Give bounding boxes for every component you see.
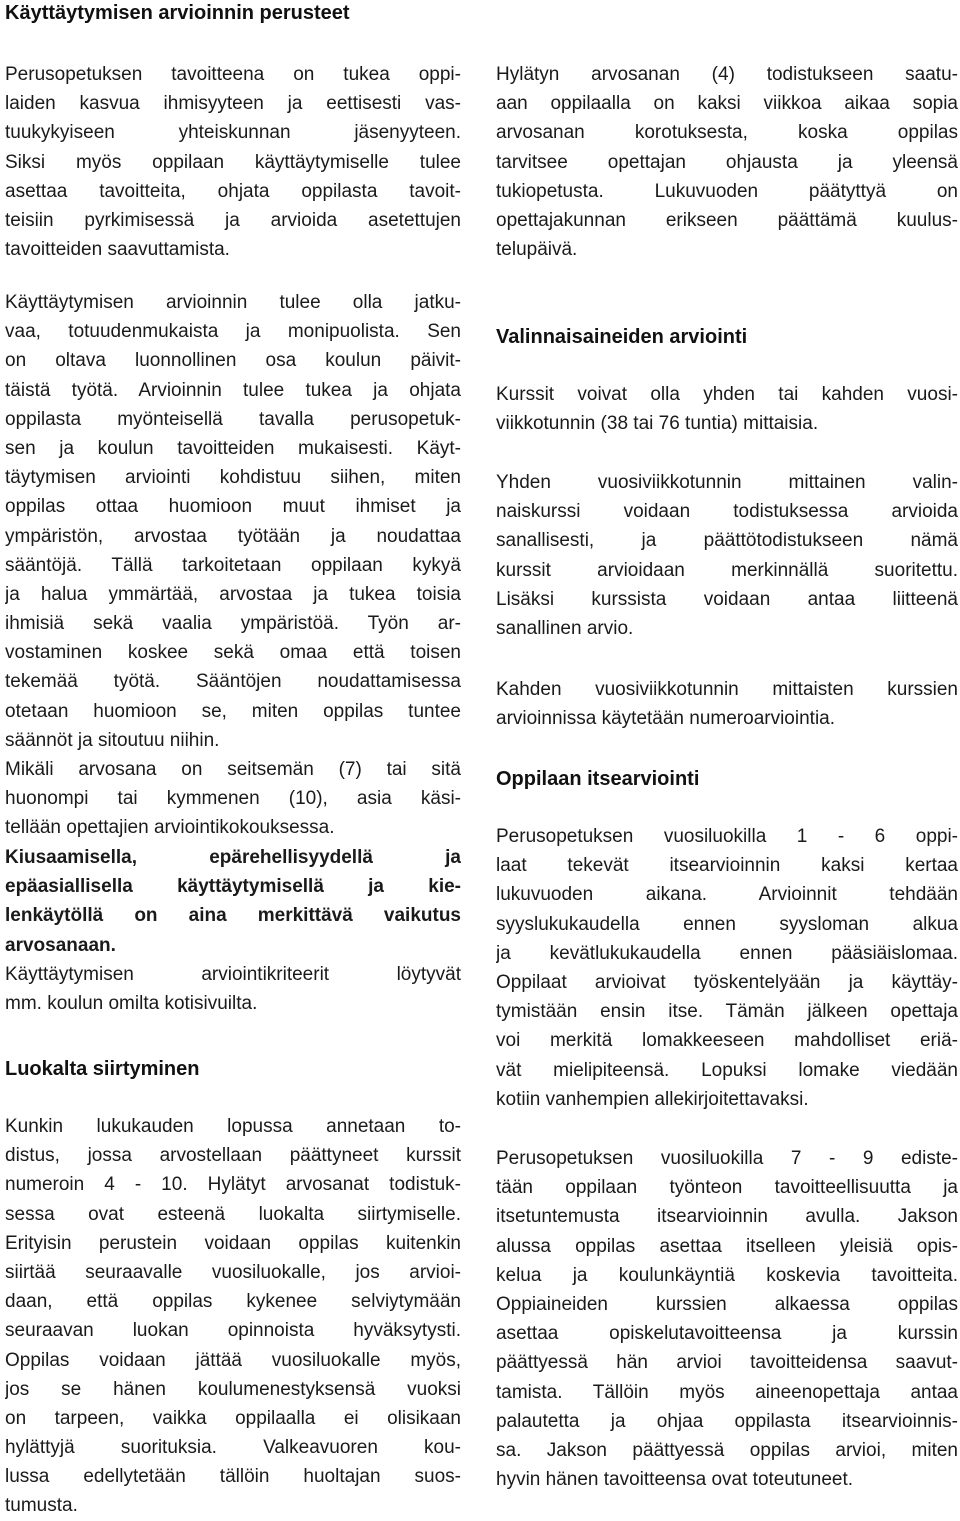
text-line: palautetta ja ohjaa oppilasta itsearvioinnis- (496, 1410, 958, 1432)
text-line: aan oppilaalla on kaksi viikkoa aikaa sopia (496, 93, 958, 115)
text-line: jos se hänen koulumenestyksensä vuoksi (5, 1378, 461, 1400)
text-line: tuukykyiseen yhteiskunnan jäsenyyteen. (5, 122, 461, 144)
text-line: alussa oppilas asettaa itselleen yleisiä opis- (496, 1235, 958, 1257)
text-line: sen ja koulun tavoitteiden mukaisesti. Käyt- (5, 437, 461, 459)
text-line: seuraavan luokan opinnoista hyväksytysti. (5, 1320, 461, 1342)
text-line: sa. Jakson päättyessä oppilas arvioi, miten (496, 1439, 958, 1461)
text-line: sessa ovat esteenä luokalta siirtymiselle. (5, 1203, 461, 1225)
paragraph-course-length (496, 380, 958, 438)
text-line: tavoitteiden saavuttamista. (5, 239, 230, 261)
text-line: Käyttäytymisen arviointikriteerit löytyvät (5, 964, 461, 985)
text-line: Yhden vuosiviikkotunnin mittainen valin- (496, 472, 958, 493)
text-line: hyvin hänen tavoitteensa ovat toteutuneet. (496, 1469, 854, 1491)
text-line: opettajakunnan erikseen päättämä kuulus- (496, 209, 958, 231)
text-line: voi merkitä lomakkeeseen mahdolliset eriä- (496, 1030, 958, 1052)
text-line: Oppilas voidaan jättää vuosiluokalle myös, (5, 1349, 461, 1371)
text-line: lukuvuoden aikana. Arvioinnit tehdään (496, 884, 958, 906)
text-line: telupäivä. (496, 239, 578, 261)
text-line: vostaminen koskee sekä omaa että toisen (5, 642, 461, 664)
text-line: viikkotunnin (38 tai 76 tuntia) mittaisia. (496, 413, 819, 435)
paragraph-self-assessment-7-9 (496, 1144, 958, 1494)
heading-grade-advancement: Luokalta siirtyminen (5, 1058, 200, 1080)
text-line: Kiusaamisella, epärehellisyydellä ja (5, 847, 461, 868)
text-line: Kurssit voivat olla yhden tai kahden vuosi- (496, 384, 958, 405)
text-line: laat tekevät itsearvioinnin kaksi kertaa (496, 855, 958, 877)
paragraph-criteria-link (5, 960, 461, 1018)
text-line: säännöt ja sitoutuu niihin. (5, 729, 220, 751)
text-line: tymistään ensin itse. Tämän jälkeen opettaja (496, 1001, 958, 1023)
text-line: laiden kasvua ihmisyyteen ja eettisesti vas- (5, 93, 461, 115)
text-line: vaa, totuudenmukaista ja monipuolista. Sen (5, 321, 461, 343)
paragraph-bullying-notice (5, 843, 461, 960)
text-line: siirtää seuraavalle vuosiluokalle, jos arvioi- (5, 1261, 461, 1283)
text-line: mm. koulun omilta kotisivuilta. (5, 993, 258, 1015)
text-line: Kunkin lukukauden lopussa annetaan to- (5, 1116, 461, 1137)
paragraph-assessment-principles (5, 288, 461, 755)
text-line: kotiin vanhempien allekirjoitettavaksi. (496, 1088, 809, 1110)
paragraph-failed-grade (496, 60, 958, 264)
text-line: sanallisesti, ja päättötodistukseen nämä (496, 530, 958, 552)
text-line: tään oppilaan työnteon tavoitteellisuutta ja (496, 1177, 958, 1199)
text-line: sanallinen arvio. (496, 617, 634, 639)
text-line: daan, että oppilas kykenee selviytymään (5, 1291, 461, 1313)
text-line: epäasiallisella käyttäytymisellä ja kie- (5, 876, 461, 898)
text-line: ja kevätlukukaudella ennen pääsiäislomaa. (496, 942, 958, 964)
text-line: oppilasta myönteisellä tavalla perusopetuk- (5, 408, 461, 430)
text-line: sääntöjä. Tällä tarkoitetaan oppilaan kykyä (5, 554, 461, 576)
text-line: vät mielipiteensä. Lopuksi lomake viedään (496, 1059, 958, 1081)
text-line: ja halua ymmärtää, arvostaa ja tukea toisia (5, 583, 461, 605)
text-line: arvioinnissa käytetään numeroarviointia. (496, 708, 836, 730)
text-line: ympäristön, arvostaa työtään ja noudattaa (5, 525, 461, 547)
text-line: asettaa opiskelutavoitteensa ja kurssin (496, 1323, 958, 1345)
text-line: tekemää työtä. Sääntöjen noudattamisessa (5, 671, 461, 693)
text-line: päättyessä hän arvioi tavoitteidensa saavut- (496, 1352, 958, 1374)
text-line: tumusta. (5, 1495, 78, 1517)
text-line: huonompi tai kymmenen (10), asia käsi- (5, 788, 461, 810)
text-line: arvosanaan. (5, 934, 116, 956)
paragraph-two-hour-course (496, 675, 958, 733)
text-line: täistä työtä. Arvioinnin tulee tukea ja ohjata (5, 379, 461, 401)
text-line: ihmisiä sekä vaalia ympäristöä. Työn ar- (5, 613, 461, 635)
text-line: kelua ja koulunkäyntiä koskevia tavoitteita. (496, 1264, 958, 1286)
text-line: Lisäksi kurssista voidaan antaa liitteenä (496, 588, 958, 610)
text-line: Hylätyn arvosanan (4) todistukseen saatu- (496, 64, 958, 85)
text-line: itsetuntemusta itsearvioinnin avulla. Jakson (496, 1206, 958, 1228)
text-line: Perusopetuksen vuosiluokilla 1 - 6 oppi- (496, 826, 958, 847)
text-line: Erityisin perustein voidaan oppilas kuitenkin (5, 1232, 461, 1254)
text-line: syyslukukaudella ennen syysloman alkua (496, 913, 958, 935)
text-line: Mikäli arvosana on seitsemän (7) tai sitä (5, 759, 461, 780)
text-line: on oltava luonnollinen osa koulun päivit- (5, 350, 461, 372)
text-line: tamista. Tällöin myös aineenopettaja antaa (496, 1381, 958, 1403)
paragraph-one-hour-course (496, 468, 958, 643)
paragraph-behaviour-goals (5, 60, 461, 264)
text-line: Siksi myös oppilaan käyttäytymiselle tulee (5, 151, 461, 173)
text-line: tellään opettajien arviointikokouksessa. (5, 817, 335, 839)
heading-self-assessment: Oppilaan itsearviointi (496, 768, 700, 790)
text-line: Käyttäytymisen arvioinnin tulee olla jatku- (5, 292, 461, 313)
heading-elective-assessment: Valinnaisaineiden arviointi (496, 326, 748, 348)
text-line: otetaan huomioon se, miten oppilas tuntee (5, 700, 461, 722)
text-line: teisiin pyrkimisessä ja arvioida asetettujen (5, 209, 461, 231)
text-line: Perusopetuksen tavoitteena on tukea oppi- (5, 64, 461, 85)
text-line: on tarpeen, vaikka oppilaalla ei olisikaan (5, 1407, 461, 1429)
text-line: Perusopetuksen vuosiluokilla 7 - 9 ediste- (496, 1148, 958, 1169)
text-line: Kahden vuosiviikkotunnin mittaisten kurssien (496, 679, 958, 700)
text-line: tarvitsee opettajan ohjausta ja yleensä (496, 151, 958, 173)
text-line: asettaa tavoitteita, ohjata oppilasta tavoit- (5, 180, 461, 202)
text-line: hylättyjä suorituksia. Valkeavuoren kou- (5, 1437, 461, 1459)
text-line: Oppiaineiden kurssien alkaessa oppilas (496, 1293, 958, 1315)
text-line: tukiopetusta. Lukuvuoden päätyttyä on (496, 180, 958, 202)
text-line: täytymisen arviointi kohdistuu siihen, miten (5, 467, 461, 489)
text-line: distus, jossa arvostellaan päättyneet kurssit (5, 1145, 461, 1167)
text-line: naiskurssi voidaan todistuksessa arvioida (496, 501, 958, 523)
paragraph-self-assessment-1-6 (496, 822, 958, 1114)
paragraph-advancement (5, 1112, 461, 1521)
heading-behaviour-assessment: Käyttäytymisen arvioinnin perusteet (5, 2, 350, 24)
text-line: oppilas ottaa huomioon muut ihmiset ja (5, 496, 461, 518)
paragraph-grade-review (5, 755, 461, 843)
text-line: lussa edellytetään tällöin huoltajan suos- (5, 1466, 461, 1488)
text-line: kurssit arvioidaan merkinnällä suoritettu. (496, 559, 958, 581)
text-line: numeroin 4 - 10. Hylätyt arvosanat todistuk- (5, 1174, 461, 1196)
text-line: arvosanan korotuksesta, koska oppilas (496, 122, 958, 144)
text-line: Oppilaat arvioivat työskentelyään ja käyttäy- (496, 971, 958, 993)
text-line: lenkäytöllä on aina merkittävä vaikutus (5, 905, 461, 927)
